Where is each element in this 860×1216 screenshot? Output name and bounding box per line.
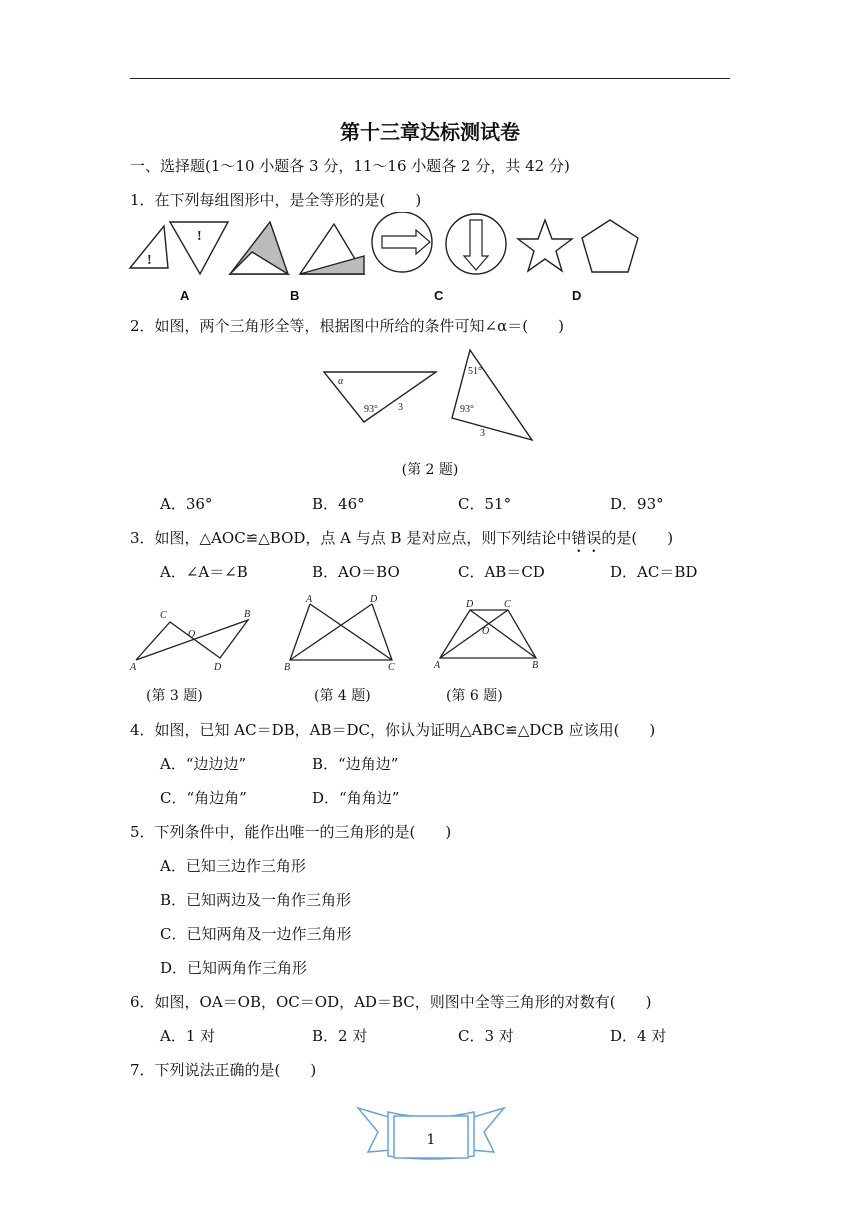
question-2-caption: (第 2 题) [401, 462, 459, 478]
q6-option-a: A．1 对 [160, 1027, 216, 1045]
pentagon-shape [582, 220, 638, 272]
question-1-figures [120, 212, 660, 282]
q4-option-c: C．“角边角” [160, 789, 247, 807]
fig2-angle93-left: 93° [364, 404, 378, 415]
q6-option-c: C．3 对 [458, 1027, 514, 1045]
question-5-stem: 5．下列条件中，能作出唯一的三角形的是( ) [130, 823, 452, 841]
fig6-label-b: B [532, 660, 539, 671]
question-2-figure [320, 344, 540, 444]
fig2-angle51: 51° [468, 366, 482, 377]
fig2-side3-right: 3 [480, 428, 485, 439]
fig6-label-c: C [504, 599, 511, 610]
q5-option-d: D．已知两角作三角形 [160, 959, 308, 977]
fig3-label-a: A [130, 662, 137, 673]
fig2-angle93-right: 93° [460, 404, 474, 415]
caption-fig4: (第 4 题) [314, 688, 371, 704]
q3-option-d: D．AC＝BD [610, 563, 698, 581]
fig6-label-d: D [466, 599, 474, 610]
question-3-stem [130, 528, 673, 556]
question-1-stem: 1．在下列每组图形中，是全等形的是( ) [130, 191, 422, 209]
q2-option-a: A．36° [160, 495, 213, 513]
q5-option-a: A．已知三边作三角形 [160, 857, 306, 875]
fig6-label-o: O [482, 626, 490, 637]
q4-option-d: D．“角角边” [312, 789, 400, 807]
q6-option-b: B．2 对 [312, 1027, 368, 1045]
fig4-label-a: A [306, 594, 313, 605]
caption-fig6: (第 6 题) [446, 688, 503, 704]
q3-stem-emphasis: 错误 [571, 529, 602, 547]
question-4-stem: 4．如图，已知 AC＝DB，AB＝DC，你认为证明△ABC≌△DCB 应该用( ) [130, 721, 656, 739]
star-shape [518, 220, 572, 271]
q5-option-b: B．已知两边及一角作三角形 [160, 891, 352, 909]
q1-label-b: B [290, 288, 300, 303]
q2-option-b: B．46° [312, 495, 365, 513]
question-6-figure [430, 596, 550, 672]
q1-label-a: A [180, 288, 190, 303]
svg-text:!: ! [147, 253, 152, 268]
fig2-alpha: α [338, 376, 344, 387]
q3-stem-pre: 3．如图，△AOC≌△BOD，点 A 与点 B 是对应点，则下列结论中 [130, 529, 572, 547]
caption-fig3: (第 3 题) [146, 688, 203, 704]
question-6-stem: 6．如图，OA＝OB，OC＝OD，AD＝BC，则图中全等三角形的对数有( ) [130, 993, 652, 1011]
fig6-label-a: A [434, 660, 441, 671]
q4-option-b: B．“边角边” [312, 755, 399, 773]
fig4-label-d: D [370, 594, 378, 605]
fig3-label-c: C [160, 610, 167, 621]
q5-option-c: C．已知两角及一边作三角形 [160, 925, 352, 943]
q1-label-c: C [434, 288, 444, 303]
q6-option-d: D．4 对 [610, 1027, 667, 1045]
circle-down-arrow-shape [446, 214, 506, 274]
q3-option-b: B．AO＝BO [312, 563, 400, 581]
fig3-label-d: D [214, 662, 222, 673]
page-title: 第十三章达标测试卷 [340, 120, 520, 144]
question-3-figure [126, 604, 266, 674]
fig4-label-c: C [388, 662, 395, 673]
header-rule [130, 78, 730, 79]
question-2-stem: 2．如图，两个三角形全等，根据图中所给的条件可知∠α＝( ) [130, 317, 564, 335]
q1-label-d: D [572, 288, 582, 303]
q3-option-a: A．∠A＝∠B [160, 563, 248, 581]
page-number: 1 [426, 1132, 436, 1148]
section-heading: 一、选择题(1～10 小题各 3 分，11～16 小题各 2 分，共 42 分) [130, 157, 570, 175]
fig3-label-b: B [244, 609, 251, 620]
question-4-figure [282, 594, 412, 674]
fig3-label-o: O [188, 629, 196, 640]
circle-right-arrow-shape [372, 212, 432, 272]
svg-text:!: ! [197, 229, 202, 244]
fig4-label-b: B [284, 662, 291, 673]
q4-option-a: A．“边边边” [160, 755, 247, 773]
q3-option-c: C．AB＝CD [458, 563, 545, 581]
q2-option-c: C．51° [458, 495, 512, 513]
q3-stem-post: 的是( ) [601, 529, 674, 547]
question-7-stem: 7．下列说法正确的是( ) [130, 1061, 317, 1079]
fig2-side3-left: 3 [398, 402, 403, 413]
q2-option-d: D．93° [610, 495, 664, 513]
